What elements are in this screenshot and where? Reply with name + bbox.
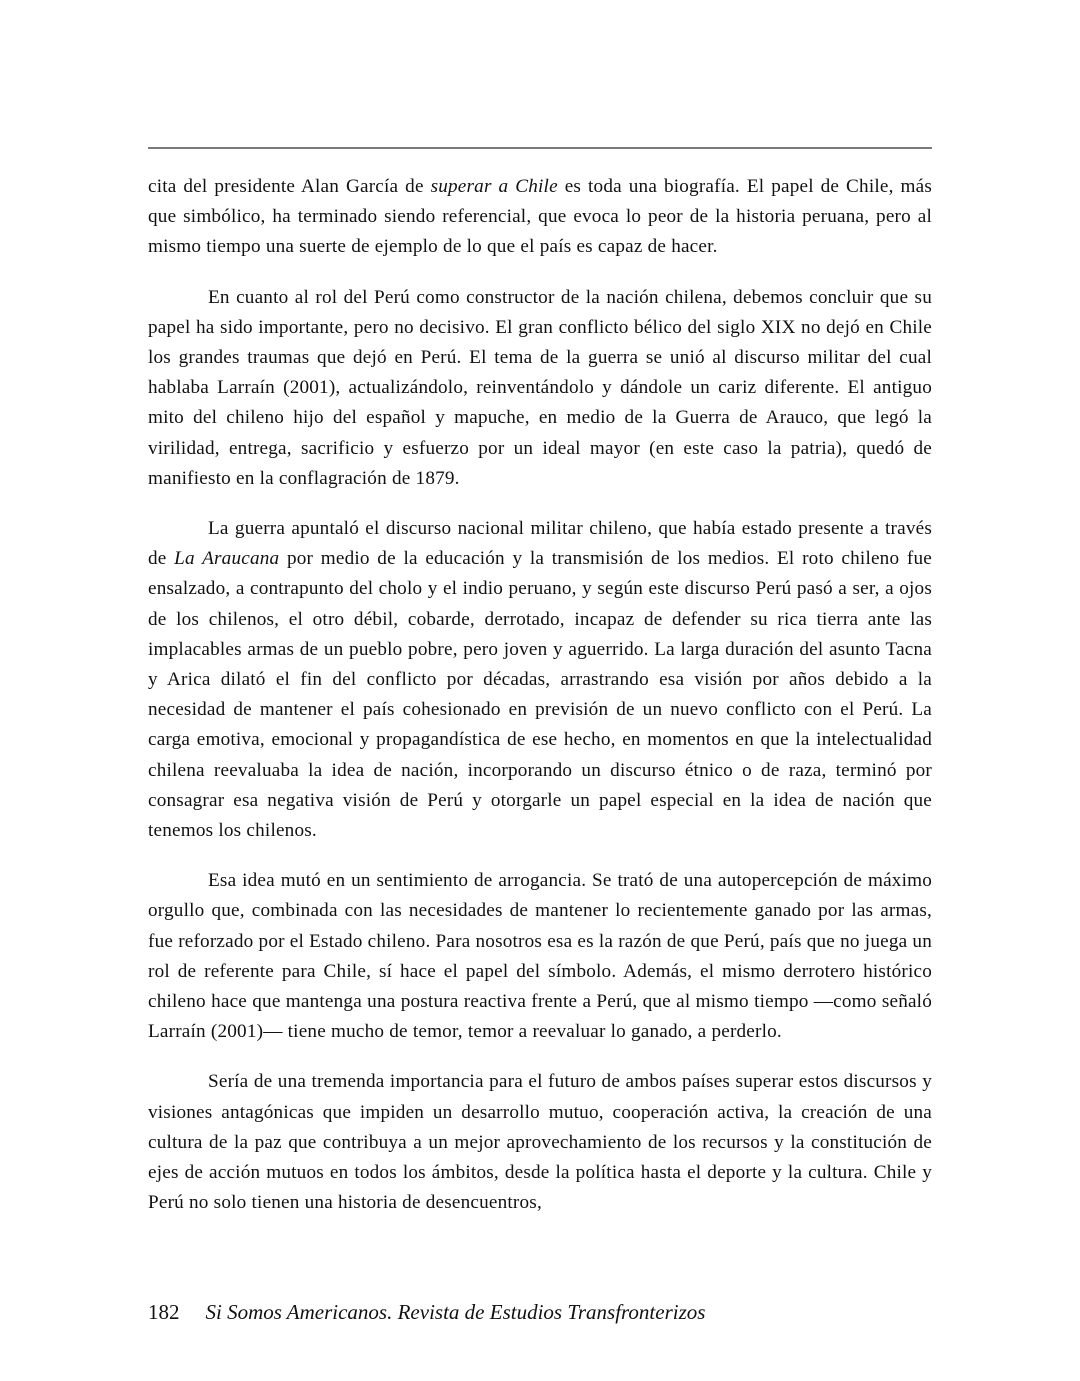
body-paragraph bbox=[148, 172, 932, 263]
body-paragraph bbox=[148, 283, 932, 494]
italic-text-run: superar a Chile bbox=[430, 176, 558, 197]
text-run: La guerra apuntaló el discurso nacional militar chileno, que había estado presente a través de bbox=[148, 518, 932, 570]
text-run: es toda una biografía. El papel de Chile, más que simbólico, ha terminado siendo referencial, que evoca lo peor de la historia peruana, pero al mismo tiempo una suerte de ejemplo de lo que el país es capaz de hacer. bbox=[148, 176, 932, 258]
footer-journal-title: Si Somos Americanos. Revista de Estudios Transfronterizos bbox=[205, 1300, 706, 1324]
body-paragraph bbox=[148, 866, 932, 1047]
header-rule-divider bbox=[148, 147, 932, 149]
text-run: cita del presidente Alan García de bbox=[148, 176, 431, 197]
footer-page-number: 182 bbox=[148, 1300, 180, 1324]
page-footer bbox=[148, 1298, 932, 1326]
italic-text-run: La Araucana bbox=[174, 548, 280, 570]
text-run: Sería de una tremenda importancia para el futuro de ambos países superar estos discursos y visiones antagónicas que impiden un desarrollo mutuo, cooperación activa, la creación de una cultura de la paz que contribuya a un mejor aprovechamiento de los recursos y la constitución de ejes de acción mutuos en todos los ámbitos, desde la política hasta el deporte y la cultura. Chile y Perú no solo tienen una historia de desencuentros, bbox=[148, 1071, 932, 1214]
text-run: Esa idea mutó en un sentimiento de arrogancia. Se trató de una autopercepción de máximo orgullo que, combinada con las necesidades de mantener lo recientemente ganado por las armas, fue reforzado por el Estado chileno. Para nosotros esa es la razón de que Perú, país que no juega un rol de referente para Chile, sí hace el papel del símbolo. Además, el mismo derrotero histórico chileno hace que mantenga una postura reactiva frente a Perú, que al mismo tiempo —como señaló Larraín (2001)— tiene mucho de temor, temor a reevaluar lo ganado, a perderlo. bbox=[148, 870, 932, 1043]
body-paragraph bbox=[148, 1067, 932, 1218]
body-paragraph bbox=[148, 514, 932, 846]
text-run: por medio de la educación y la transmisión de los medios. El roto chileno fue ensalzado, a contrapunto del cholo y el indio peruano, y según este discurso Perú pasó a ser, a ojos de los chilenos, el otro débil, cobarde, derrotado, incapaz de defender su rica tierra ante las implacables armas de un pueblo pobre, pero joven y aguerrido. La larga duración del asunto Tacna y Arica dilató el fin del conflicto por décadas, arrastrando esa visión por años debido a la necesidad de mantener el país cohesionado en previsión de un nuevo conflicto con el Perú. La carga emotiva, emocional y propagandística de ese hecho, en momentos en que la intelectualidad chilena reevaluaba la idea de nación, incorporando un discurso étnico o de raza, terminó por consagrar esa negativa visión de Perú y otorgarle un papel especial en la idea de nación que tenemos los chilenos. bbox=[148, 548, 932, 842]
text-run: En cuanto al rol del Perú como constructor de la nación chilena, debemos concluir que su papel ha sido importante, pero no decisivo. El gran conflicto bélico del siglo XIX no dejó en Chile los grandes traumas que dejó en Perú. El tema de la guerra se unió al discurso militar del cual hablaba Larraín (2001), actualizándolo, reinventándolo y dándole un cariz diferente. El antiguo mito del chileno hijo del español y mapuche, en medio de la Guerra de Arauco, que legó la virilidad, entrega, sacrificio y esfuerzo por un ideal mayor (en este caso la patria), quedó de manifiesto en la conflagración de 1879. bbox=[148, 286, 932, 489]
body-text-column bbox=[148, 172, 932, 1219]
